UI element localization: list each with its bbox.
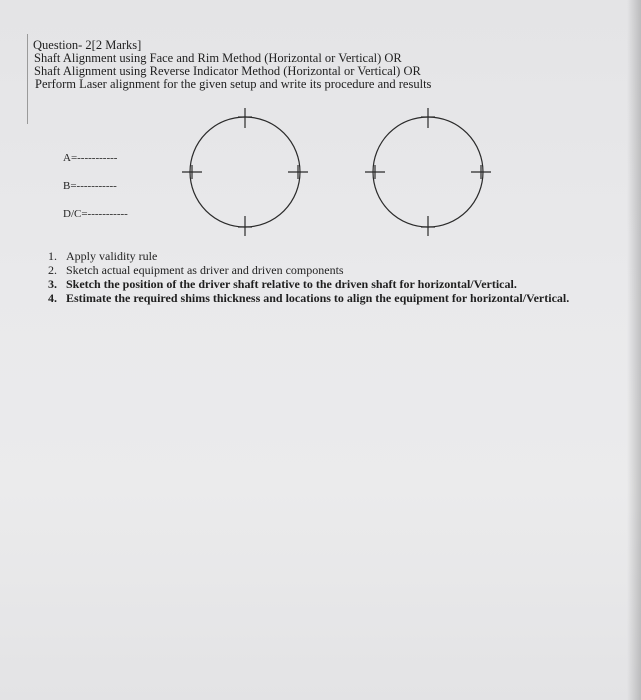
dial-indicator-diagram <box>170 100 510 250</box>
field-dc: D/C=----------- <box>63 208 128 220</box>
task-list <box>48 249 569 305</box>
task-item: 1. Apply validity rule <box>48 249 158 263</box>
page-shadow <box>627 0 641 700</box>
field-a: A=----------- <box>63 152 118 164</box>
task-item: 3. Sketch the position of the driver shaft relative to the driven shaft for horizontal/Vertical. <box>48 277 517 291</box>
margin-fold-line <box>27 34 28 124</box>
question-option-laser: Perform Laser alignment for the given setup and write its procedure and results <box>35 77 432 91</box>
dial-circle-left <box>182 108 308 236</box>
question-option-reverse-indicator: Shaft Alignment using Reverse Indicator Method (Horizontal or Vertical) OR <box>34 64 421 78</box>
task-item: 2. Sketch actual equipment as driver and driven components <box>48 263 344 277</box>
field-b: B=----------- <box>63 180 117 192</box>
task-item: 4. Estimate the required shims thickness and locations to align the equipment for horizontal/Vertical. <box>48 291 570 305</box>
dial-circle-right <box>365 108 491 236</box>
question-title: Question- 2[2 Marks] <box>33 38 142 52</box>
question-option-face-rim: Shaft Alignment using Face and Rim Method (Horizontal or Vertical) OR <box>34 51 402 65</box>
